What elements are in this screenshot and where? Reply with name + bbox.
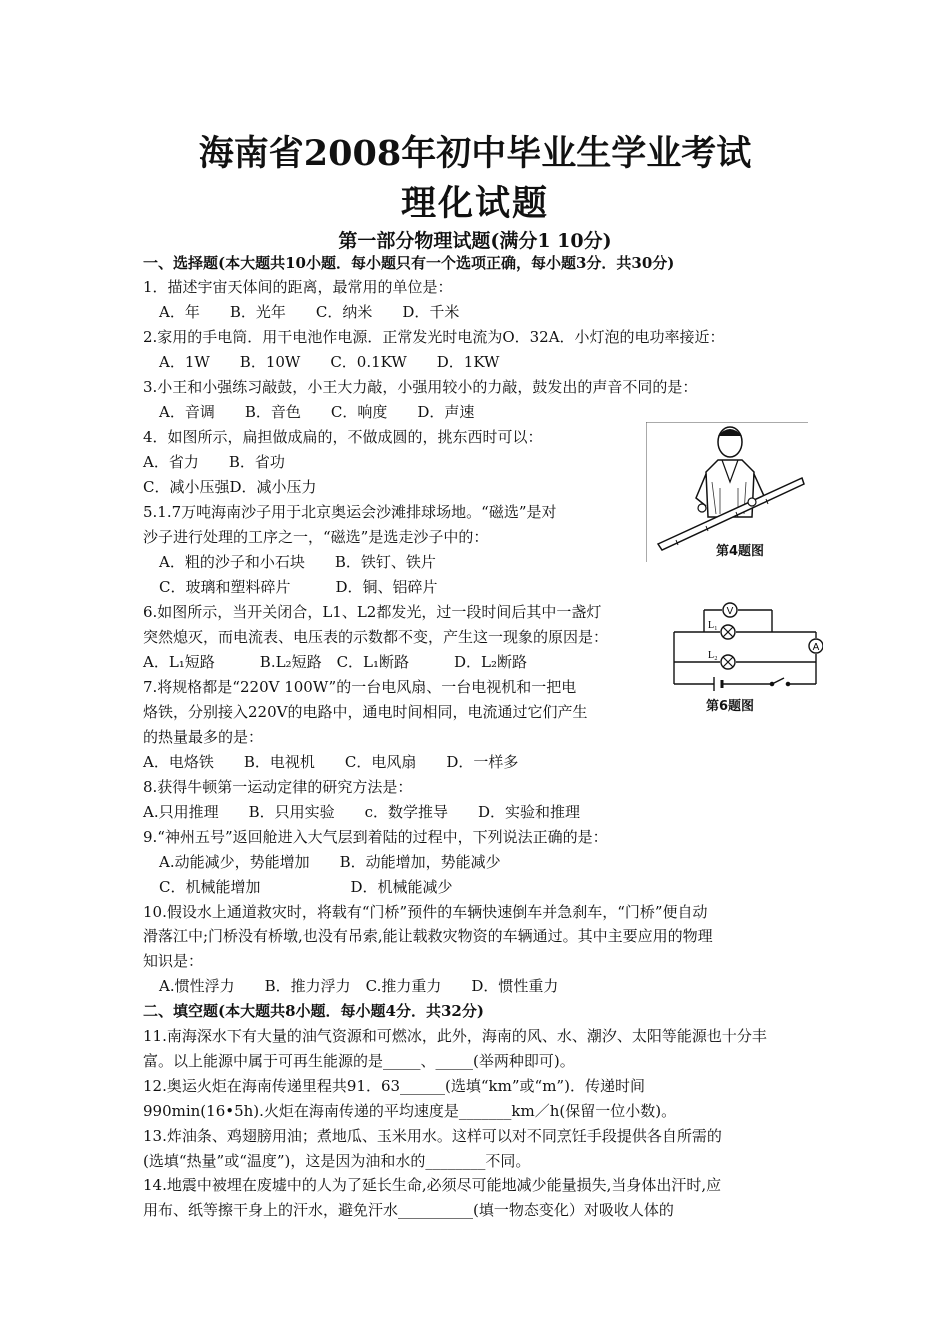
question-text: 990min(16•5h).火炬在海南传递的平均速度是_______km／h(保留一位小数)。 [143,1102,677,1120]
lamp-l1-label: L₁ [708,620,718,631]
question-text: 11.南海深水下有大量的油气资源和可燃冰，此外，海南的风、水、潮汐、太阳等能源也十分丰 [143,1027,767,1045]
question-text: 滑落江中;门桥没有桥墩,也没有吊索,能让载救灾物资的车辆通过。其中主要应用的物理 [143,927,713,945]
answer-options: C．减小压强D．减小压力 [143,478,317,496]
section-heading: 二、填空题(本大题共8小题．每小题4分．共32分) [143,1002,484,1020]
question-text: 用布、纸等擦干身上的汗水，避免汗水__________(填一物态变化）对吸收人体的 [143,1201,674,1219]
part-heading: 第一部分物理试题(满分1 10分) [338,230,612,252]
exam-title: 海南省2008年初中毕业生学业考试 [198,133,752,174]
question-text: 富。以上能源中属于可再生能源的是_____、_____(举两种即可)。 [143,1052,575,1070]
question-text: 8.获得牛顿第一运动定律的研究方法是： [143,778,413,796]
circuit-diagram [668,592,823,692]
section-heading: 一、选择题(本大题共10小题．每小题只有一个选项正确，每小题3分．共30分) [143,254,675,272]
question-text: 知识是： [143,952,204,970]
answer-options: A．L₁短路 B.L₂短路 C．L₁断路 D．L₂断路 [143,653,528,671]
answer-options: C．玻璃和塑料碎片 D．铜、铝碎片 [159,578,438,596]
answer-options: A．电烙铁 B．电视机 C．电风扇 D．一样多 [143,753,519,771]
question-text: 9.“神州五号”返回舱进入大气层到着陆的过程中，下列说法正确的是： [143,828,608,846]
question-text: 14.地震中被埋在废墟中的人为了延长生命,必须尽可能地减少能量损失,当身体出汗时,应 [143,1176,722,1194]
question-text: 5.1.7万吨海南沙子用于北京奥运会沙滩排球场地。“磁选”是对 [143,503,557,521]
question-text: 4．如图所示，扁担做成扁的，不做成圆的，挑东西时可以： [143,428,543,446]
question-text: 2.家用的手电筒．用干电池作电源．正常发光时电流为O．32A．小灯泡的电功率接近： [143,328,725,346]
figure-4 [646,422,808,562]
question-text: (选填“热量”或“温度”)，这是因为油和水的________不同。 [143,1152,531,1170]
figure-6-caption: 第6题图 [706,699,755,714]
question-text: 13.炸油条、鸡翅膀用油；煮地瓜、玉米用水。这样可以对不同烹饪手段提供各自所需的 [143,1127,722,1145]
question-text: 3.小王和小强练习敲鼓，小王大力敲，小强用较小的力敲，鼓发出的声音不同的是： [143,378,698,396]
answer-options: A.惯性浮力 B．推力浮力 C.推力重力 D．惯性重力 [159,977,559,995]
question-text: 10.假设水上通道救灾时，将载有“门桥”预件的车辆快速倒车并急刹车，“门桥”便自动 [143,903,708,921]
question-text: 6.如图所示，当开关闭合，L1、L2都发光，过一段时间后其中一盏灯 [143,603,602,621]
question-text: 的热量最多的是： [143,728,264,746]
question-text: 7.将规格都是“220V 100W”的一台电风扇、一台电视机和一把电 [143,678,577,696]
answer-options: A．1W B．10W C．0.1KW D．1KW [159,353,500,371]
answer-options: A．省力 B．省功 [143,453,285,471]
question-text: 沙子进行处理的工序之一，“磁选”是选走沙子中的： [143,528,489,546]
answer-options: A.动能减少，势能增加 B．动能增加，势能减少 [159,853,501,871]
answer-options: A.只用推理 B．只用实验 c．数学推导 D．实验和推理 [143,803,581,821]
question-text: 烙铁，分别接入220V的电路中，通电时间相同，电流通过它们产生 [143,703,588,721]
answer-options: A．音调 B．音色 C．响度 D．声速 [159,403,475,421]
answer-options: C．机械能增加 D．机械能减少 [159,878,453,896]
answer-options: A．年 B．光年 C．纳米 D．千米 [159,303,460,321]
answer-options: A．粗的沙子和小石块 B．铁钉、铁片 [159,553,436,571]
question-text: 12.奥运火炬在海南传递里程共91．63______(选填“km”或“m”)．传递时间 [143,1077,645,1095]
exam-subtitle: 理化试题 [400,183,549,224]
voltmeter-label: V [726,606,734,617]
ammeter-label: A [812,642,820,653]
figure-4-caption: 第4题图 [716,544,765,559]
figure-6 [668,592,823,722]
question-text: 1．描述宇宙天体间的距离，最常用的单位是： [143,278,453,296]
question-text: 突然熄灭，而电流表、电压表的示数都不变，产生这一现象的原因是： [143,628,609,646]
lamp-l2-label: L₂ [708,650,718,661]
